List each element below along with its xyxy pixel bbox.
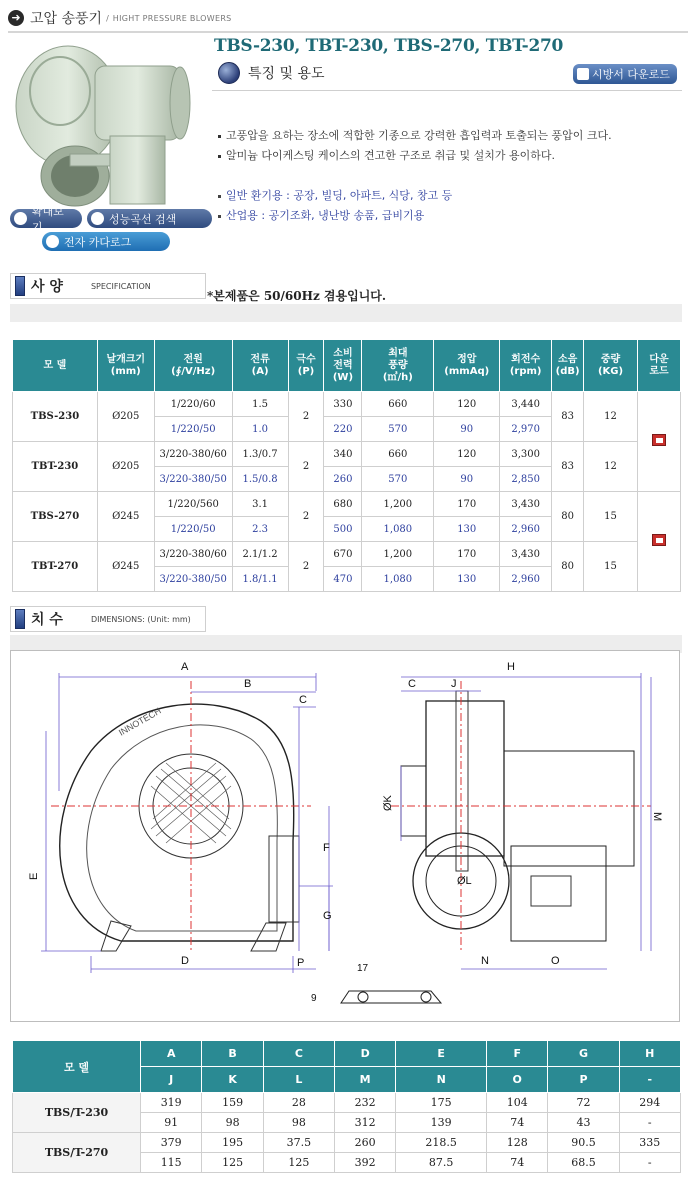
dimension-column-header: N bbox=[396, 1067, 487, 1093]
poles-cell: 2 bbox=[288, 542, 324, 592]
model-cell: TBT-230 bbox=[13, 442, 98, 492]
rpm-cell: 2,970 bbox=[500, 417, 552, 442]
svg-text:J: J bbox=[451, 678, 457, 690]
dimension-section-title: 치 수 bbox=[31, 612, 63, 628]
consumption-cell: 680 bbox=[324, 492, 362, 517]
page-header bbox=[8, 6, 688, 30]
dimension-cell: 90.5 bbox=[548, 1133, 619, 1153]
current-cell: 1.5/0.8 bbox=[232, 467, 288, 492]
power-cell: 1/220/50 bbox=[154, 417, 232, 442]
current-cell: 1.8/1.1 bbox=[232, 567, 288, 592]
current-cell: 1.3/0.7 bbox=[232, 442, 288, 467]
blade-size-cell: Ø205 bbox=[97, 392, 154, 442]
grey-band bbox=[10, 304, 682, 322]
airflow-cell: 1,080 bbox=[362, 517, 434, 542]
static-pressure-cell: 120 bbox=[434, 392, 500, 417]
noise-cell: 83 bbox=[552, 392, 584, 442]
power-cell: 3/220-380/50 bbox=[154, 467, 232, 492]
model-column-header: 모 델 bbox=[13, 1041, 141, 1093]
static-pressure-cell: 130 bbox=[434, 517, 500, 542]
spec-column-header: 다운 로드 bbox=[638, 340, 681, 392]
document-icon bbox=[577, 68, 589, 80]
model-cell: TBS/T-270 bbox=[13, 1133, 141, 1173]
dimension-cell: 72 bbox=[548, 1093, 619, 1113]
dimension-header-row bbox=[13, 1041, 681, 1067]
svg-text:ØK: ØK bbox=[382, 795, 394, 811]
svg-text:M: M bbox=[651, 812, 663, 822]
dimension-cell: 68.5 bbox=[548, 1153, 619, 1173]
dimension-cell: 74 bbox=[487, 1153, 548, 1173]
svg-text:G: G bbox=[323, 910, 332, 922]
model-cell: TBT-270 bbox=[13, 542, 98, 592]
dimension-cell: 37.5 bbox=[263, 1133, 334, 1153]
static-pressure-cell: 130 bbox=[434, 567, 500, 592]
table-row bbox=[13, 442, 681, 467]
svg-text:O: O bbox=[551, 955, 560, 967]
dimension-cell: 104 bbox=[487, 1093, 548, 1113]
rpm-cell: 3,430 bbox=[500, 492, 552, 517]
features-heading bbox=[218, 62, 325, 84]
dimension-cell: 335 bbox=[619, 1133, 680, 1153]
rpm-cell: 2,850 bbox=[500, 467, 552, 492]
dimension-column-header: L bbox=[263, 1067, 334, 1093]
dimension-cell: 28 bbox=[263, 1093, 334, 1113]
weight-cell: 15 bbox=[584, 542, 638, 592]
power-cell: 3/220-380/50 bbox=[154, 567, 232, 592]
consumption-cell: 470 bbox=[324, 567, 362, 592]
noise-cell: 83 bbox=[552, 442, 584, 492]
dimension-cell: 98 bbox=[263, 1113, 334, 1133]
svg-text:B: B bbox=[244, 678, 252, 690]
page-subtitle: HIGHT PRESSURE BLOWERS bbox=[112, 13, 232, 23]
feature-list bbox=[218, 126, 612, 166]
rpm-cell: 3,440 bbox=[500, 392, 552, 417]
dimension-cell: 379 bbox=[141, 1133, 202, 1153]
consumption-cell: 330 bbox=[324, 392, 362, 417]
features-divider bbox=[212, 90, 682, 91]
dimension-column-header: P bbox=[548, 1067, 619, 1093]
consumption-cell: 500 bbox=[324, 517, 362, 542]
download-cell bbox=[638, 492, 681, 592]
dimension-cell: 232 bbox=[334, 1093, 395, 1113]
dimension-cell: 115 bbox=[141, 1153, 202, 1173]
svg-text:E: E bbox=[28, 872, 40, 880]
use-text: 일반 환기용 : 공장, 빌딩, 아파트, 식당, 창고 등 bbox=[226, 189, 453, 202]
dimension-cell: 294 bbox=[619, 1093, 680, 1113]
list-item bbox=[218, 146, 612, 166]
dimension-column-header: G bbox=[548, 1041, 619, 1067]
svg-text:H: H bbox=[507, 661, 515, 673]
table-row bbox=[13, 542, 681, 567]
rpm-cell: 2,960 bbox=[500, 517, 552, 542]
model-cell: TBS-230 bbox=[13, 392, 98, 442]
power-cell: 1/220/60 bbox=[154, 392, 232, 417]
svg-text:N: N bbox=[481, 955, 489, 967]
spec-column-header: 전원 (∮/V/Hz) bbox=[154, 340, 232, 392]
page-title: 고압 송풍기 bbox=[30, 11, 103, 27]
airflow-cell: 1,200 bbox=[362, 542, 434, 567]
rpm-cell: 2,960 bbox=[500, 567, 552, 592]
weight-cell: 12 bbox=[584, 442, 638, 492]
spec-body bbox=[13, 392, 681, 592]
dimension-column-header: J bbox=[141, 1067, 202, 1093]
use-list bbox=[218, 186, 452, 226]
dimension-column-header: E bbox=[396, 1041, 487, 1067]
svg-text:9: 9 bbox=[311, 993, 317, 1004]
dimension-cell: 312 bbox=[334, 1113, 395, 1133]
spec-column-header: 최대 풍량 (㎥/h) bbox=[362, 340, 434, 392]
table-row bbox=[13, 392, 681, 417]
current-cell: 3.1 bbox=[232, 492, 288, 517]
table-row bbox=[13, 1133, 681, 1153]
feature-text: 고풍압을 요하는 장소에 적합한 기종으로 강력한 흡입력과 토출되는 풍압이 크다. bbox=[226, 129, 612, 142]
blade-size-cell: Ø245 bbox=[97, 542, 154, 592]
feature-text: 알미늄 다이케스팅 케이스의 견고한 구조로 취급 및 설치가 용이하다. bbox=[226, 149, 555, 162]
dimension-cell: 43 bbox=[548, 1113, 619, 1133]
dimension-cell: 125 bbox=[202, 1153, 263, 1173]
static-pressure-cell: 120 bbox=[434, 442, 500, 467]
e-catalog-label: 전자 카다로그 bbox=[64, 235, 132, 249]
dimension-cell: 98 bbox=[202, 1113, 263, 1133]
dimension-cell: 139 bbox=[396, 1113, 487, 1133]
dimension-column-header: M bbox=[334, 1067, 395, 1093]
airflow-cell: 660 bbox=[362, 392, 434, 417]
svg-text:INNOTECH: INNOTECH bbox=[117, 705, 163, 738]
noise-cell: 80 bbox=[552, 492, 584, 542]
model-title: TBS-230, TBT-230, TBS-270, TBT-270 bbox=[214, 36, 564, 56]
list-item bbox=[218, 206, 452, 226]
magnifier-icon bbox=[14, 212, 27, 225]
section-icon bbox=[15, 276, 25, 296]
pdf-download-icon[interactable] bbox=[652, 534, 666, 546]
list-item bbox=[218, 126, 612, 146]
spec-column-header: 중량 (KG) bbox=[584, 340, 638, 392]
dimension-column-header: C bbox=[263, 1041, 334, 1067]
dimension-column-header: D bbox=[334, 1041, 395, 1067]
current-cell: 1.0 bbox=[232, 417, 288, 442]
svg-text:C: C bbox=[408, 678, 416, 690]
svg-text:D: D bbox=[181, 955, 189, 967]
performance-curve-button[interactable] bbox=[87, 209, 212, 228]
e-catalog-button[interactable] bbox=[42, 232, 170, 251]
noise-cell: 80 bbox=[552, 542, 584, 592]
dimension-column-header: F bbox=[487, 1041, 548, 1067]
dimension-cell: 319 bbox=[141, 1093, 202, 1113]
power-cell: 3/220-380/60 bbox=[154, 442, 232, 467]
dimension-cell: - bbox=[619, 1153, 680, 1173]
spec-column-header: 날개크기 (mm) bbox=[97, 340, 154, 392]
dimension-cell: 74 bbox=[487, 1113, 548, 1133]
title-separator: / bbox=[106, 13, 109, 23]
dimension-cell: 260 bbox=[334, 1133, 395, 1153]
blade-size-cell: Ø205 bbox=[97, 442, 154, 492]
download-cell bbox=[638, 392, 681, 492]
current-cell: 2.1/1.2 bbox=[232, 542, 288, 567]
consumption-cell: 340 bbox=[324, 442, 362, 467]
dimension-column-header: K bbox=[202, 1067, 263, 1093]
dimension-section-header bbox=[10, 606, 206, 632]
product-image[interactable] bbox=[10, 36, 210, 212]
features-heading-text: 특징 및 용도 bbox=[248, 66, 325, 82]
performance-curve-label: 성능곡선 검색 bbox=[109, 212, 177, 226]
arrow-circle-icon: ➜ bbox=[8, 10, 24, 26]
dimension-cell: 218.5 bbox=[396, 1133, 487, 1153]
weight-cell: 12 bbox=[584, 392, 638, 442]
frequency-notice: *본제품은 50/60Hz 겸용입니다. bbox=[207, 289, 387, 303]
spec-column-header: 극수 (P) bbox=[288, 340, 324, 392]
dimension-cell: 392 bbox=[334, 1153, 395, 1173]
spec-column-header: 정압 (mmAq) bbox=[434, 340, 500, 392]
model-cell: TBS-270 bbox=[13, 492, 98, 542]
dimension-column-header: B bbox=[202, 1041, 263, 1067]
section-icon bbox=[15, 609, 25, 629]
spec-download-button[interactable] bbox=[573, 64, 677, 84]
consumption-cell: 220 bbox=[324, 417, 362, 442]
svg-text:P: P bbox=[297, 957, 305, 969]
zoom-button[interactable] bbox=[10, 204, 82, 234]
airflow-cell: 1,200 bbox=[362, 492, 434, 517]
dimension-section-subtitle: DIMENSIONS: (Unit: mm) bbox=[90, 614, 191, 624]
model-cell: TBS/T-230 bbox=[13, 1093, 141, 1133]
dimension-cell: 195 bbox=[202, 1133, 263, 1153]
list-item bbox=[218, 186, 452, 206]
rpm-cell: 3,430 bbox=[500, 542, 552, 567]
airflow-cell: 660 bbox=[362, 442, 434, 467]
dimension-cell: - bbox=[619, 1113, 680, 1133]
dimension-column-header: O bbox=[487, 1067, 548, 1093]
spec-column-header: 회전수 (rpm) bbox=[500, 340, 552, 392]
dimension-column-header: H bbox=[619, 1041, 680, 1067]
dimension-cell: 159 bbox=[202, 1093, 263, 1113]
use-text: 산업용 : 공기조화, 냉난방 송품, 급비기용 bbox=[226, 209, 425, 222]
zoom-button-label: 확대보기 bbox=[31, 204, 64, 234]
dimension-drawing bbox=[10, 650, 680, 1022]
dimension-cell: 125 bbox=[263, 1153, 334, 1173]
svg-text:F: F bbox=[323, 842, 330, 854]
poles-cell: 2 bbox=[288, 442, 324, 492]
spec-section-title: 사 양 bbox=[31, 279, 63, 295]
pdf-download-icon[interactable] bbox=[652, 434, 666, 446]
spec-section-subtitle: SPECIFICATION bbox=[90, 281, 151, 291]
consumption-cell: 670 bbox=[324, 542, 362, 567]
airflow-cell: 570 bbox=[362, 467, 434, 492]
poles-cell: 2 bbox=[288, 392, 324, 442]
svg-text:17: 17 bbox=[357, 963, 369, 974]
static-pressure-cell: 170 bbox=[434, 542, 500, 567]
spec-download-label: 시방서 다운로드 bbox=[592, 68, 670, 81]
static-pressure-cell: 170 bbox=[434, 492, 500, 517]
svg-text:ØL: ØL bbox=[457, 875, 472, 887]
static-pressure-cell: 90 bbox=[434, 417, 500, 442]
svg-text:C: C bbox=[299, 694, 307, 706]
spec-column-header: 소음 (dB) bbox=[552, 340, 584, 392]
current-cell: 1.5 bbox=[232, 392, 288, 417]
spec-table bbox=[12, 339, 681, 592]
spec-header-row bbox=[13, 340, 681, 392]
spec-column-header: 전류 (A) bbox=[232, 340, 288, 392]
curve-icon bbox=[91, 212, 104, 225]
dimension-cell: 87.5 bbox=[396, 1153, 487, 1173]
power-cell: 3/220-380/60 bbox=[154, 542, 232, 567]
spec-column-header: 소비 전력 (W) bbox=[324, 340, 362, 392]
table-row bbox=[13, 1093, 681, 1113]
spec-column-header: 모 델 bbox=[13, 340, 98, 392]
dimension-column-header: - bbox=[619, 1067, 680, 1093]
table-row bbox=[13, 492, 681, 517]
power-cell: 1/220/50 bbox=[154, 517, 232, 542]
poles-cell: 2 bbox=[288, 492, 324, 542]
dimension-body bbox=[13, 1093, 681, 1173]
consumption-cell: 260 bbox=[324, 467, 362, 492]
dimension-cell: 128 bbox=[487, 1133, 548, 1153]
spec-section-header bbox=[10, 273, 206, 299]
dimension-table bbox=[12, 1040, 681, 1173]
weight-cell: 15 bbox=[584, 492, 638, 542]
airflow-cell: 1,080 bbox=[362, 567, 434, 592]
header-divider bbox=[8, 31, 688, 33]
dimension-cell: 175 bbox=[396, 1093, 487, 1113]
blade-size-cell: Ø245 bbox=[97, 492, 154, 542]
static-pressure-cell: 90 bbox=[434, 467, 500, 492]
rpm-cell: 3,300 bbox=[500, 442, 552, 467]
dimension-column-header: A bbox=[141, 1041, 202, 1067]
power-cell: 1/220/560 bbox=[154, 492, 232, 517]
svg-text:A: A bbox=[181, 661, 189, 673]
dimension-cell: 91 bbox=[141, 1113, 202, 1133]
airflow-cell: 570 bbox=[362, 417, 434, 442]
bullet-ball-icon bbox=[218, 62, 240, 84]
current-cell: 2.3 bbox=[232, 517, 288, 542]
book-icon bbox=[46, 235, 59, 248]
